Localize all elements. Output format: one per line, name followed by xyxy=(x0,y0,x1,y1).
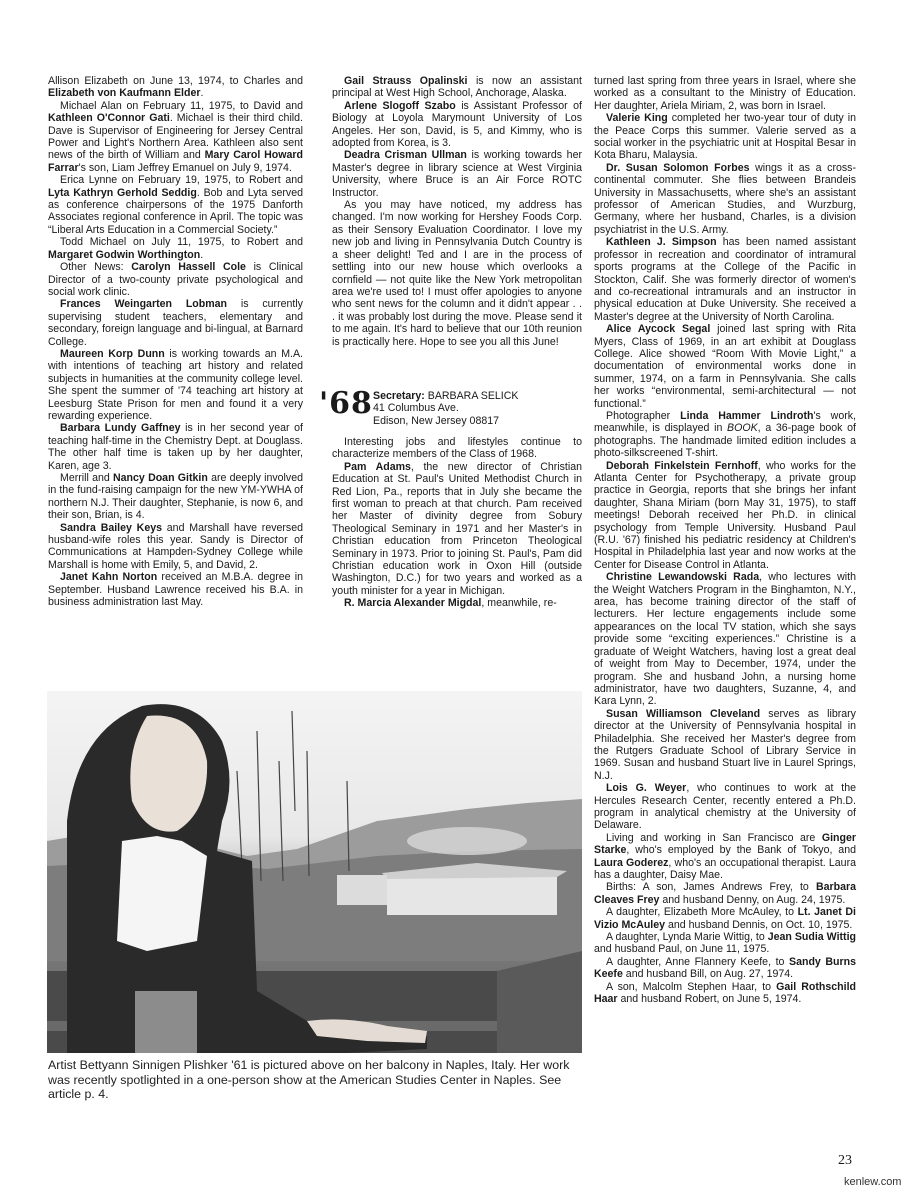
paragraph: Kathleen J. Simpson has been named assistant professor in recreation and coordinator of intramural sports programs at the College of the Pacific in Stockton, Calif. She was formerly director of women's and co-recreational intramurals and an instructor in physical education at Duke University. She received a Master's degree at the University of North Carolina. xyxy=(594,236,856,323)
photo-illustration xyxy=(47,691,582,1053)
paragraph: Todd Michael on July 11, 1975, to Robert and Margaret Godwin Worthington. xyxy=(48,236,303,261)
page-number: 23 xyxy=(838,1153,852,1168)
paragraph: Photographer Linda Hammer Lindroth's work, meanwhile, is displayed in BOOK, a 36-page book of photographs. The handmade limited edition includes a photo-silkscreened T-shirt. xyxy=(594,409,856,460)
paragraph: Christine Lewandowski Rada, who lectures with the Weight Watchers Program in the Binghamton, N.Y., area, has become training director of the staff of lecturers. Her lecture engagements include some appearances on the local TV station, which she says provide some “exciting experiences.” Christine is a graduate of Weight Watchers, having lost a great deal of weight from May to December, 1974, under the program. She and husband John, a nursing home administrator, have two daughters, Suzanne, 4, and Kara Lynn, 2. xyxy=(594,571,856,708)
secretary-address: Secretary: BARBARA SELICK 41 Columbus Ave. Edison, New Jersey 08817 xyxy=(373,389,519,427)
paragraph: Merrill and Nancy Doan Gitkin are deeply involved in the fund-raising campaign for the new YM-YWHA of northern N.J. Their daughter, Stephanie, is now 6, and their son, Brian, is 4. xyxy=(48,472,303,522)
paragraph: R. Marcia Alexander Migdal, meanwhile, re- xyxy=(344,597,557,610)
class-year: '68 xyxy=(319,385,373,421)
paragraph: Michael Alan on February 11, 1975, to David and Kathleen O'Connor Gati. Michael is their third child. Dave is Supervisor of Engineering for Jersey Central Power and Light's Northern Area. Kathleen also sent news of the birth of William and Mary Carol Howard Farrar's son, Liam Jeffrey Emanuel on July 9, 1974. xyxy=(48,99,303,174)
paragraph: A son, Malcolm Stephen Haar, to Gail Rothschild Haar and husband Robert, on June 5, 1974. xyxy=(594,980,856,1006)
paragraph: Births: A son, James Andrews Frey, to Barbara Cleaves Frey and husband Denny, on Aug. 24, 1975. xyxy=(594,881,856,906)
paragraph: Deadra Crisman Ullman is working towards her Master's degree in library science at West Virginia University, where Bruce is an Air Force ROTC Instructor. xyxy=(332,149,582,199)
paragraph: Deborah Finkelstein Fernhoff, who works for the Atlanta Center for Psychotherapy, a private group practice in Georgia, reports that she brings her infant daughter, Shana Miriam (born May 31, 1975), to staff meetings! Deborah received her Ph.D. in clinical psychology from Temple University. Husband Paul (R.U. '67) finished his pediatric residency at Children's Hospital in Philadelphia last year and now works at the Center for Disease Control in Atlanta. xyxy=(594,459,856,571)
paragraph: Arlene Slogoff Szabo is Assistant Professor of Biology at Loyola Marymount University of Los Angeles. Her son, David, is 5, and Kimmy, who is adopted from Korea, is 3. xyxy=(332,99,582,150)
paragraph: Sandra Bailey Keys and Marshall have reversed husband-wife roles this year. Sandy is Director of Communications at Hampden-Sydney College while Marshall is home with Emily, 5, and David, 2. xyxy=(48,521,304,571)
paragraph: Lois G. Weyer, who continues to work at the Hercules Research Center, recently entered a Ph.D. program in analytical chemistry at the University of Delaware. xyxy=(594,782,857,832)
paragraph: Other News: Carolyn Hassell Cole is Clinical Director of a two-county private psychological and social work clinic. xyxy=(48,261,303,298)
paragraph: Gail Strauss Opalinski is now an assistant principal at West High School, Anchorage, Alaska. xyxy=(332,75,582,100)
paragraph: Janet Kahn Norton received an M.B.A. degree in September. Husband Lawrence received his B.A. in business administration last May. xyxy=(48,571,304,609)
column-2 xyxy=(319,75,582,610)
paragraph: Susan Williamson Cleveland serves as library director at the University of Pennsylvania hospital in Philadelphia. She received her Master's degree from the Rutgers Graduate School of Library Service in 1969. Susan and husband Stuart live in Laurel Springs, N.J. xyxy=(594,707,856,782)
column-1 xyxy=(48,75,303,608)
paragraph: A daughter, Elizabeth More McAuley, to Lt. Janet Di Vizio McAuley and husband Dennis, on Oct. 10, 1975. xyxy=(594,906,856,931)
paragraph: Alice Aycock Segal joined last spring with Rita Myers, Class of 1969, in an art exhibit at Douglass College. Alice showed “Room With Movie Light,” a documentation of environmental works done in summer, 1974, on a farm in Pennsylvania. She calls her works “environmental, semi-architectural — not functional.” xyxy=(594,323,856,410)
photo-caption: Artist Bettyann Sinnigen Plishker '61 is pictured above on her balcony in Naples, Italy. Her work was recently spotlighted in a one-person show at the American Studies Center in Naples. See article p. 4. xyxy=(48,1058,570,1102)
paragraph: Maureen Korp Dunn is working towards an M.A. with intentions of teaching art history and related subjects in humanities at the community college level. She spent the summer of '74 teaching art history at Leesburg State Prison for men and found it a very rewarding experience. xyxy=(48,347,303,422)
paragraph: Interesting jobs and lifestyles continue to characterize members of the Class of 1968. xyxy=(332,435,582,461)
paragraph: Erica Lynne on February 19, 1975, to Robert and Lyta Kathryn Gerhold Seddig. Bob and Lyta served as conference chairpersons of the 1975 Danforth Associates regional conference in April. The topic was “Liberal Arts Education in a Commercial Society.” xyxy=(48,174,303,236)
balcony-photo xyxy=(47,691,582,1053)
paragraph: Pam Adams, the new director of Christian Education at St. Paul's United Methodist Church in Red Lion, Pa., reports that in July she became the first woman to preach at that church. Pam received her Master of divinity degree from Sobury Theological Seminary in 1971 and her Master's in Christian education from Princeton Theological Seminary in 1973. Prior to joining St. Paul's, Pam did Christian education work in Oxon Hill (outside Washington, D.C.) for two years and worked as a youth minister for a year in Michigan. xyxy=(332,460,582,597)
paragraph: Living and working in San Francisco are Ginger Starke, who's employed by the Bank of Tokyo, and Laura Goderez, who's an occupational therapist. Laura has a daughter, Daisy Mae. xyxy=(594,831,856,881)
column-3 xyxy=(594,75,856,1005)
paragraph: Valerie King completed her two-year tour of duty in the Peace Corps this summer. Valerie served as a social worker in the psychiatric unit at Hospital Besar in Kota Bharu, Malaysia. xyxy=(594,112,856,162)
paragraph: As you may have noticed, my address has changed. I'm now working for Hershey Foods Corp. as their Sensory Evaluation Coordinator. I love my new job and living in Pennsylvania Dutch Country is a sheer delight! Ted and I are in the process of settling into our new house which overlooks a cornfield — not quite like the New York metropolitan area we're used to! I must offer apologies to anyone who sent news for the column and it didn't appear . . . it was probably lost during the move. Please send it to me again. It's hard to believe that our 10th reunion is practically here. Hope to see you all this June! xyxy=(332,199,582,348)
paragraph: A daughter, Anne Flannery Keefe, to Sandy Burns Keefe and husband Bill, on Aug. 27, 1974. xyxy=(594,955,857,981)
class-section-header xyxy=(319,385,582,436)
paragraph: turned last spring from three years in Israel, where she worked as a consultant to the Ministry of Education. Her daughter, Ariela Miriam, 2, was born in Israel. xyxy=(594,75,856,112)
paragraph: A daughter, Lynda Marie Wittig, to Jean Sudia Wittig and husband Paul, on June 11, 1975. xyxy=(594,931,856,956)
paragraph: Barbara Lundy Gaffney is in her second year of teaching half-time in the Chemistry Dept. at Douglass. The other half time is taken up by her daughter, Karen, age 3. xyxy=(48,422,303,472)
watermark: kenlew.com xyxy=(844,1176,902,1188)
paragraph: Frances Weingarten Lobman is currently supervising student teachers, elementary and secondary, foreign language and bi-lingual, at Barnard College. xyxy=(48,298,303,348)
paragraph: Allison Elizabeth on June 13, 1974, to Charles and Elizabeth von Kaufmann Elder. xyxy=(48,75,303,100)
paragraph: Dr. Susan Solomon Forbes wings it as a cross-continental commuter. She flies between Brandeis University in Massachusetts, where she's an assistant professor of American Studies, and Wurzburg, Germany, where her husband, Charles, is a division psychiatrist in the U.S. Army. xyxy=(594,161,856,236)
